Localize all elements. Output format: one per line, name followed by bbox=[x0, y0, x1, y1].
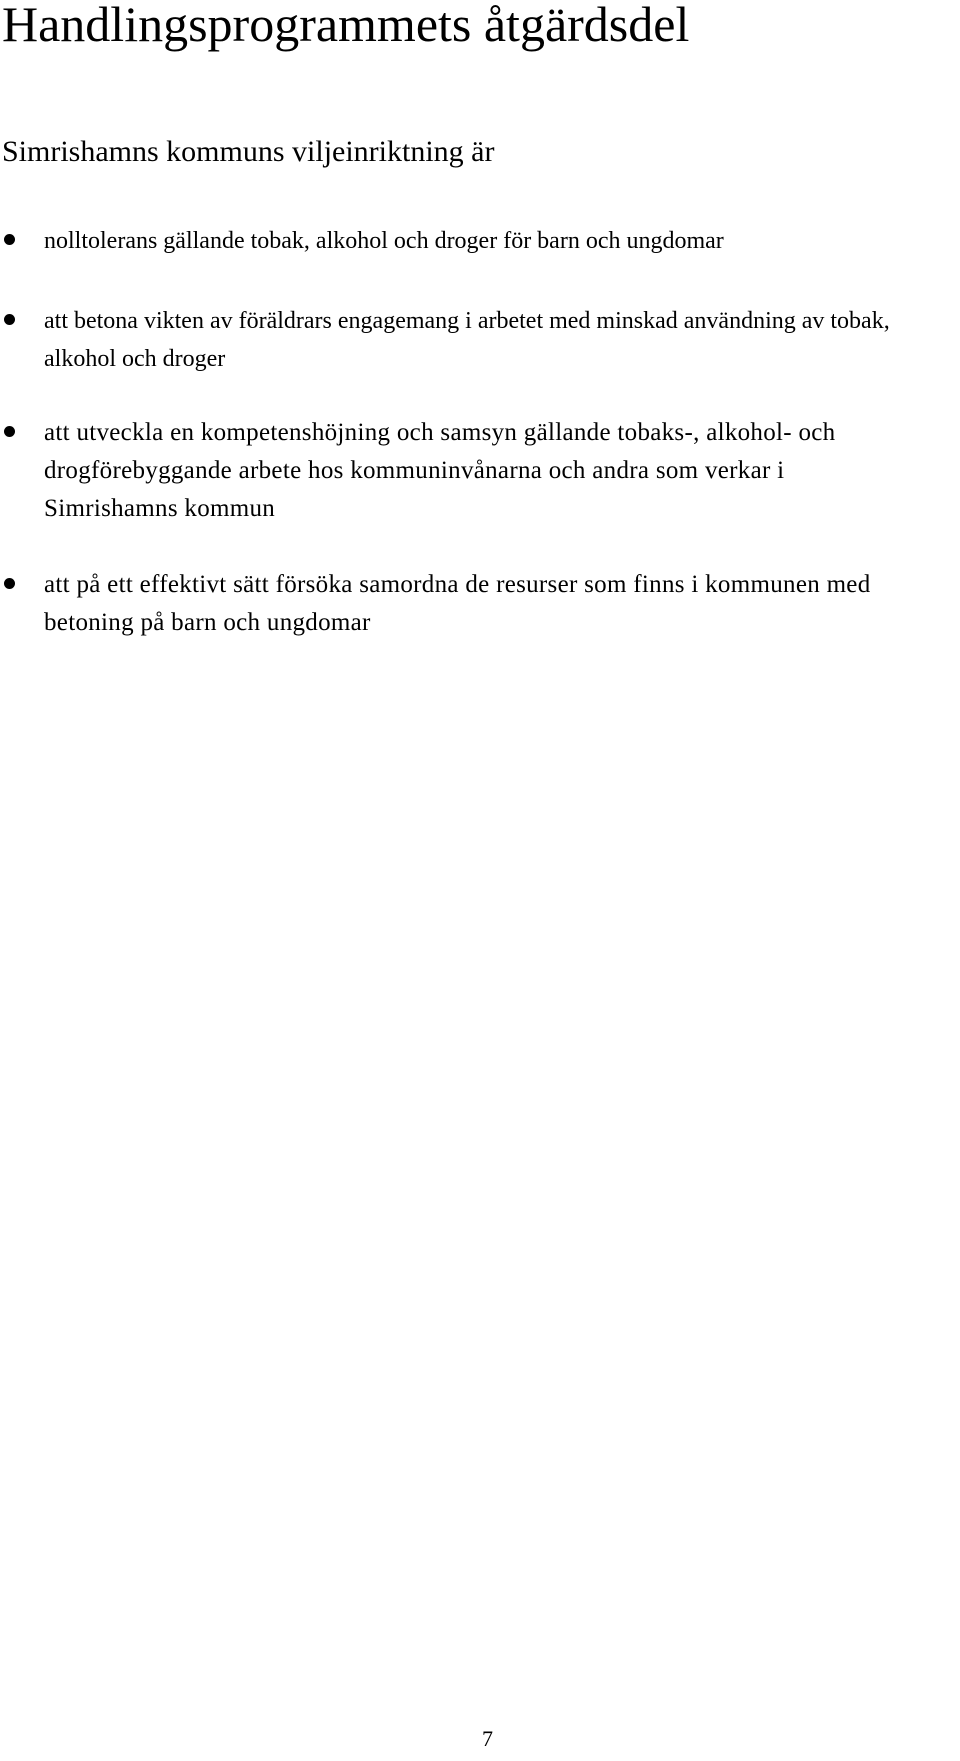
list-item-text: att utveckla en kompetenshöjning och samsyn gällande tobaks-, alkohol- och drogförebyggande arbete hos kommuninvånarna och andra som verkar i Simrishamns kommun bbox=[44, 419, 836, 522]
list-item-text: att betona vikten av föräldrars engagemang i arbetet med minskad användning av tobak, alkohol och droger bbox=[44, 308, 890, 372]
list-item-text: att på ett effektivt sätt försöka samordna de resurser som finns i kommunen med betoning på barn och ungdomar bbox=[44, 571, 871, 636]
bullet-icon bbox=[4, 426, 15, 437]
bullet-icon bbox=[4, 578, 15, 589]
bullet-icon bbox=[4, 234, 15, 245]
list-item-text: nolltolerans gällande tobak, alkohol och droger för barn och ungdomar bbox=[44, 228, 724, 254]
page-number: 7 bbox=[482, 1726, 493, 1751]
bullet-icon bbox=[4, 314, 15, 325]
page-title: Handlingsprogrammets åtgärdsdel bbox=[2, 0, 690, 52]
section-subtitle: Simrishamns kommuns viljeinriktning är bbox=[2, 135, 495, 168]
